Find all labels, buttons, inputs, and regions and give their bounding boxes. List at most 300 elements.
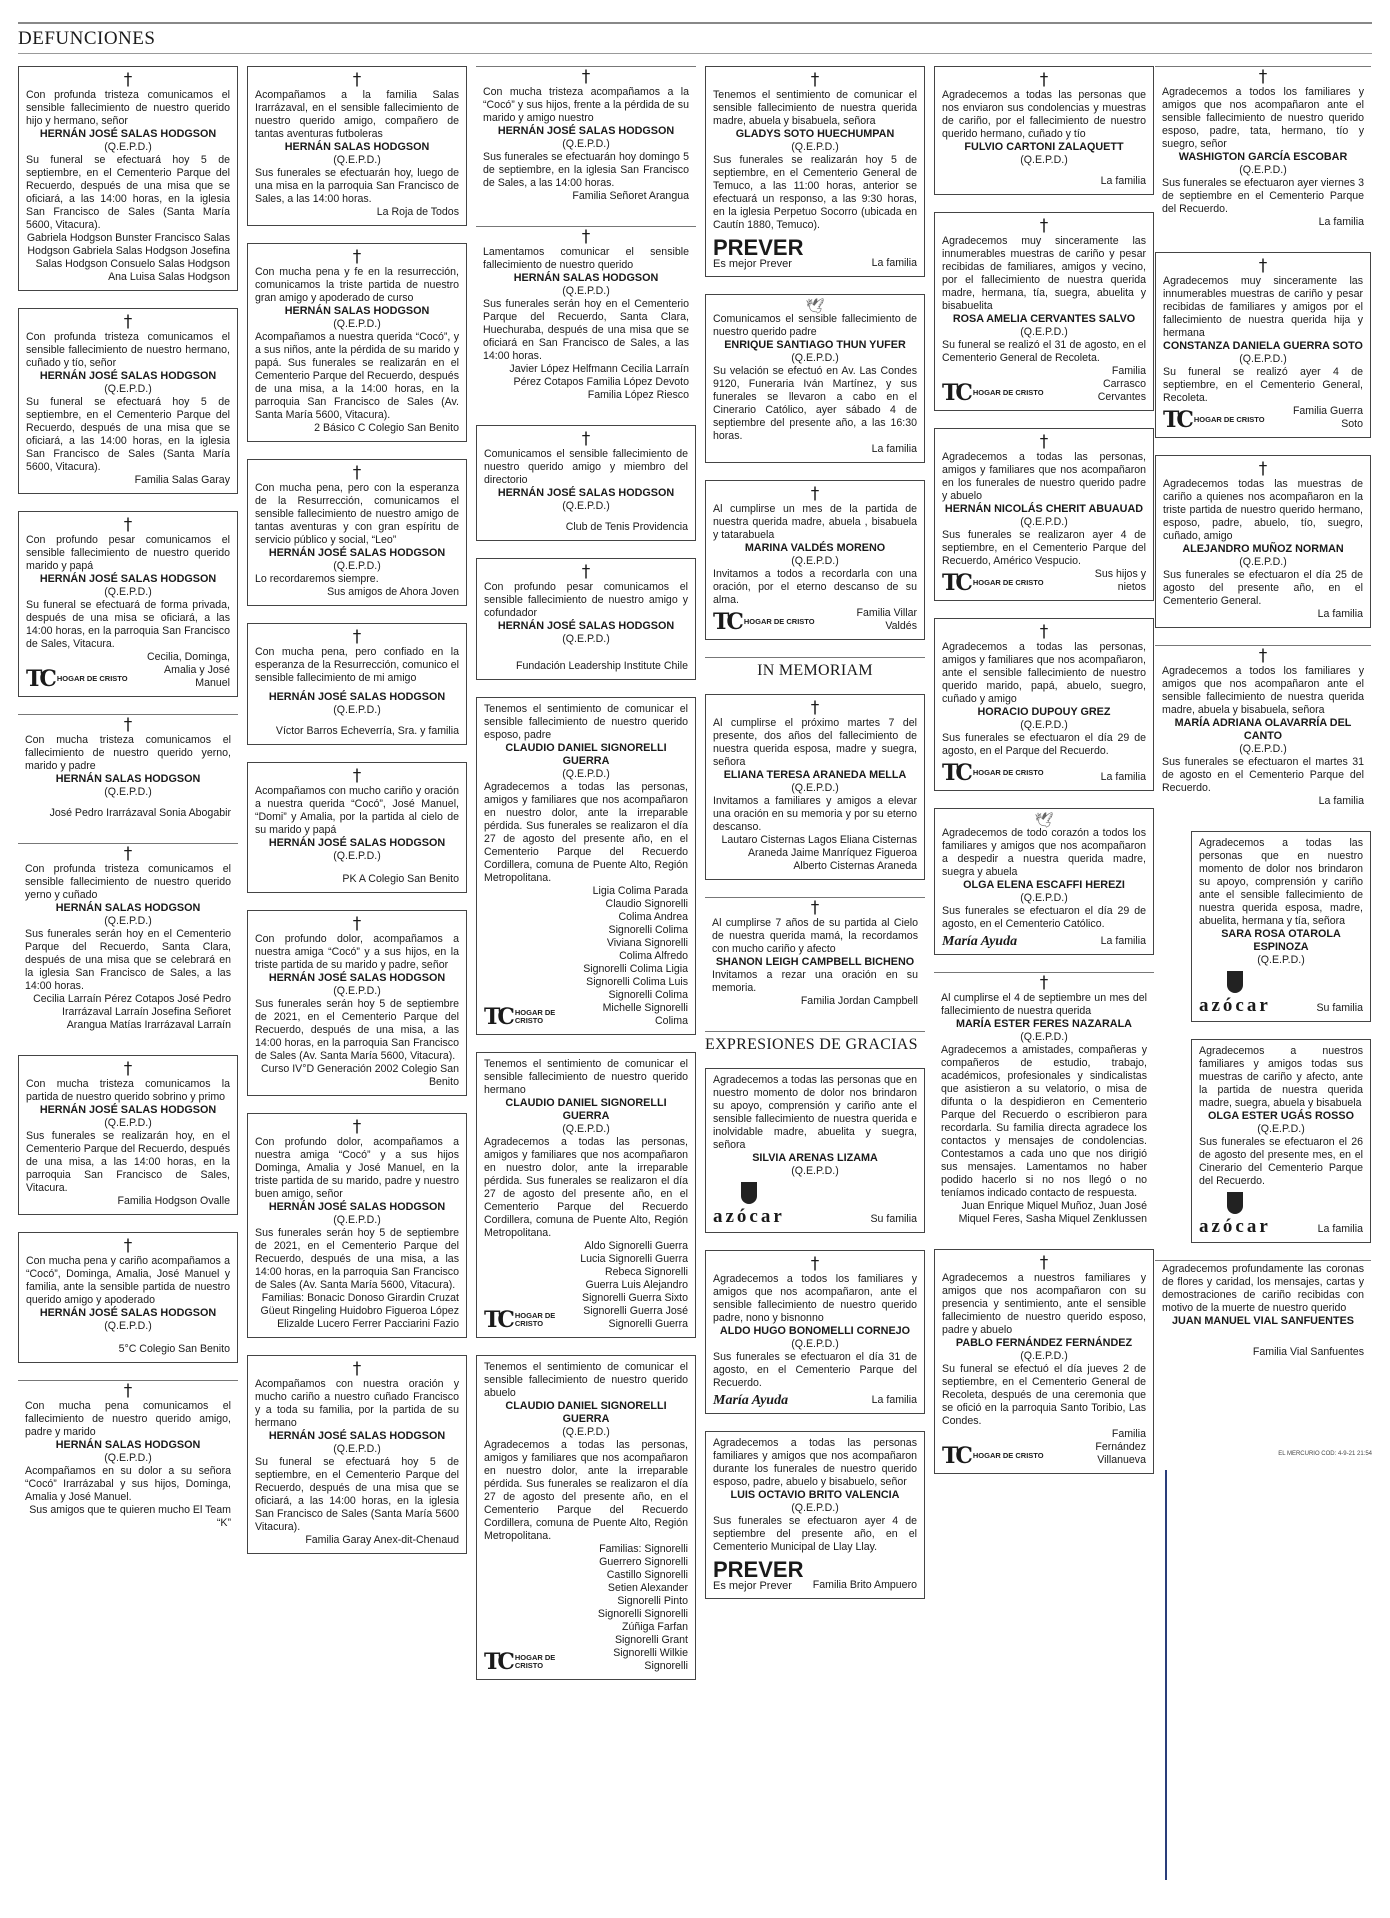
signatures: Gabriela Hodgson Bunster Francisco Salas Hodgson Gabriela Salas Hodgson Josefina Salas Hodgson Consuelo Salas Hodgson Ana Luisa Salas Hodgson (26, 232, 230, 283)
signatures: Sus amigos de Ahora Joven (327, 586, 459, 598)
notice-body: Agradecemos a amistades, compañeras y compañeros de estudio, trabajo, académicos, profesionales y sindicalistas que asistieron a su velatorio, o misa de difunta o la despidieron en Cementerio Parque del Recuerdo o escribieron para recordarla. Su familia directa agradece los contactos y mensajes de condolencias. Contestamos a cada uno que nos dirigió sus mensajes. Lamentamos no haber podido hacerlo si no nos llegó o no teníamos indicado contacto de respuesta. (941, 1044, 1147, 1199)
column-3 (476, 66, 696, 1697)
obituary-notice (18, 308, 238, 494)
notice-text: Al cumplirse el 4 de septiembre un mes del fallecimiento de nuestra querida (941, 992, 1147, 1017)
signatures: Familia Salas Garay (134, 474, 230, 486)
obituary-notice (18, 714, 238, 826)
cross-icon: † (352, 627, 362, 647)
thanks-notice (934, 212, 1154, 411)
cross-icon: † (1039, 973, 1049, 993)
notice-body: Sus funerales se efectuarán hoy domingo 5 de septiembre, en la iglesia San Francisco de Sales, a las 14:00 horas. (483, 151, 689, 189)
cross-icon: † (1258, 256, 1268, 276)
signatures: Su familia (1316, 1002, 1363, 1014)
qepd: (Q.E.P.D.) (562, 1123, 610, 1135)
thanks-notice (934, 972, 1154, 1232)
qepd: (Q.E.P.D.) (1020, 516, 1068, 528)
obituary-notice (18, 843, 238, 1038)
notice-text: Con profundo pesar comunicamos el sensible fallecimiento de nuestro amigo y cofundador (484, 581, 688, 619)
deceased-name: HERNÁN SALAS HODGSON (55, 773, 201, 785)
signatures: La familia (871, 1394, 917, 1406)
signatures: Familia Jordan Campbell (800, 995, 918, 1007)
cross-icon: † (810, 484, 820, 504)
notice-body: Sus funerales serán hoy en el Cementerio Parque del Recuerdo, Santa Clara, después de una misa que se celebrará en la iglesia San Francisco de Sales, a las 14:00 horas. (25, 928, 231, 992)
signatures: Familias: Signorelli Guerrero Signorelli Castillo Signorelli Setien Alexander Signorelli Pinto Signorelli Signorelli Zúñiga Farfan Signorelli Grant Signorelli Wilkie Signorelli (597, 1543, 688, 1672)
notice-body: Sus funerales se realizarán hoy 5 de septiembre, en el Cementerio General de Temuco, a las 11:00 horas, anterior se efectuará un responso, a las 9:30 horas, en la iglesia Perpetuo Socorro (ubicada en Cautín 1880, Temuco). (713, 154, 917, 231)
cross-icon: † (123, 312, 133, 332)
obituary-notice (247, 1113, 467, 1338)
signatures: La familia (1100, 935, 1146, 947)
notice-text: Agradecemos a nuestros familiares y amigos que nos acompañaron con su presencia y sentimiento, ante el sensible fallecimiento de nuestro querido esposo, padre y abuelo (942, 1272, 1146, 1336)
qepd: (Q.E.P.D.) (104, 1117, 152, 1129)
hogar-de-cristo-logo: TC HOGAR DE CRISTO (484, 1004, 556, 1030)
qepd: (Q.E.P.D.) (104, 1452, 152, 1464)
signatures: Familia Vial Sanfuentes (1252, 1346, 1364, 1358)
notice-text: Con mucha tristeza acompañamos a la “Cocó” y sus hijos, frente a la pérdida de su marido y amigo nuestro (483, 86, 689, 124)
notice-text: Con mucha tristeza comunicamos la partida de nuestro querido sobrino y primo (26, 1078, 230, 1103)
notice-body: Sus funerales se realizarán hoy, en el Cementerio Parque del Recuerdo, después de una misa, a las 14:00 horas, en la parroquia San Francisco de Sales, Vitacura. (26, 1130, 230, 1194)
notice-body: Sus funerales se efectuaron el 26 de agosto del presente mes, en el Cinerario del Cementerio Parque del Recuerdo. (1199, 1136, 1363, 1187)
hogar-de-cristo-logo: TC HOGAR DE CRISTO (942, 570, 1044, 596)
signatures: Familia Carrasco Cervantes (1097, 365, 1146, 403)
cross-icon: † (352, 70, 362, 90)
thanks-notice (1191, 1039, 1371, 1243)
deceased-name: HERNÁN JOSÉ SALAS HODGSON (497, 487, 675, 499)
notice-body: Su funeral se efectuará hoy 5 de septiembre, en el Cementerio Parque del Recuerdo, después de una misa que se oficiará, a las 14:00 horas, en la iglesia San Francisco de Sales (Santa María 5600, Vitacura). (26, 396, 230, 473)
hogar-de-cristo-logo: TC HOGAR DE CRISTO (942, 760, 1044, 786)
qepd: (Q.E.P.D.) (333, 318, 381, 330)
signatures: La Roja de Todos (376, 206, 459, 218)
cross-icon: † (1039, 70, 1049, 90)
memoriam-notice (705, 694, 925, 880)
deceased-name: HERNÁN JOSÉ SALAS HODGSON (39, 128, 217, 140)
obituary-notice (18, 1055, 238, 1215)
signatures: La familia (1318, 216, 1364, 228)
cross-icon: † (1039, 1253, 1049, 1273)
azocar-logo: azócar (1199, 971, 1271, 1015)
signatures: Sus amigos que te quieren mucho El Team “K” (29, 1504, 231, 1529)
thanks-notice (934, 66, 1154, 195)
dove-icon: 🕊 (1034, 812, 1054, 829)
notice-body: Agradecemos a todas las personas, amigos y familiares que nos acompañaron en nuestro dolor, ante la irreparable pérdida. Sus funerales se realizaron el día 27 de agosto del presente año, en el Cementerio Parque del Recuerdo Cordillera, comuna de Puente Alto, Región Metropolitana. (484, 1136, 688, 1239)
qepd: (Q.E.P.D.) (791, 555, 839, 567)
cross-icon: † (810, 898, 820, 918)
notice-text: Con profundo dolor, acompañamos a nuestra amiga “Cocó” y a sus hijos Dominga, Amalia y José Manuel, en la triste partida de su marido, padre y nuestro buen amigo, señor (255, 1136, 459, 1200)
notice-text: Con profunda tristeza comunicamos el sensible fallecimiento de nuestro querido yerno y cuñado (25, 863, 231, 901)
obituary-notice (247, 66, 467, 226)
notice-body: Su funeral se realizó el 31 de agosto, en el Cementerio General de Recoleta. (942, 339, 1146, 364)
maria-ayuda-logo: María Ayuda (942, 934, 1018, 949)
deceased-name: HERNÁN JOSÉ SALAS HODGSON (268, 1201, 446, 1213)
notice-body: Sus funerales se efectuaron el martes 31 de agosto en el Cementerio Parque del Recuerdo. (1162, 756, 1364, 794)
cross-icon: † (581, 227, 591, 247)
signatures: José Pedro Irarrázaval Sonia Abogabir (49, 807, 231, 819)
thanks-notice (705, 1068, 925, 1233)
deceased-name: MARÍA ESTER FERES NAZARALA (956, 1018, 1132, 1030)
deceased-name: ELIANA TERESA ARANEDA MELLA (723, 769, 907, 781)
obituary-notice (476, 226, 696, 408)
signatures: La familia (1100, 771, 1146, 783)
cross-icon: † (123, 844, 133, 864)
notice-text: Tenemos el sentimiento de comunicar el sensible fallecimiento de nuestra querida madre, abuela y bisabuela, señora (713, 89, 917, 127)
top-rule (18, 22, 1372, 24)
notice-text: Con mucha pena, pero confiado en la esperanza de la Resurrección, comunico el sensible fallecimiento de mi amigo (255, 646, 459, 684)
obituary-notice (18, 1380, 238, 1536)
qepd: (Q.E.P.D.) (104, 786, 152, 798)
notice-text: Comunicamos el sensible fallecimiento de nuestro querido amigo y miembro del directorio (484, 448, 688, 486)
deceased-name: HERNÁN JOSÉ SALAS HODGSON (497, 125, 675, 137)
cross-icon: † (352, 463, 362, 483)
qepd: (Q.E.P.D.) (104, 141, 152, 153)
deceased-name: ROSA AMELIA CERVANTES SALVO (952, 313, 1136, 325)
qepd: (Q.E.P.D.) (562, 285, 610, 297)
qepd: (Q.E.P.D.) (333, 985, 381, 997)
notice-text: Agradecemos a nuestros familiares y amigos todas sus muestras de cariño y afecto, ante la partida de nuestra querida madre, suegra, abuela y bisabuela (1199, 1045, 1363, 1109)
deceased-name: HERNÁN JOSÉ SALAS HODGSON (268, 837, 446, 849)
qepd: (Q.E.P.D.) (333, 704, 381, 716)
notice-text: Agradecemos a todas las personas que en nuestro momento de dolor nos brindaron su apoyo, comprensión y cariño ante el sensible fallecimiento de nuestra querida e inolvidable madre, abuelita y suegra, señora (713, 1074, 917, 1151)
qepd: (Q.E.P.D.) (333, 1443, 381, 1455)
notice-body: Sus funerales serán hoy 5 de septiembre de 2021, en el Cementerio Parque del Recuerdo, después de una misa, a las 14:00 horas, en la parroquia San Francisco de Sales (Av. Santa María 5600, Vitacura). (255, 1227, 459, 1291)
cross-icon: † (352, 1117, 362, 1137)
signatures: Club de Tenis Providencia (565, 521, 688, 533)
hogar-de-cristo-logo: TC HOGAR DE CRISTO (1163, 407, 1265, 433)
signatures: Juan Enrique Miquel Muñoz, Juan José Miquel Feres, Sasha Miquel Zenklussen (958, 1200, 1147, 1225)
notice-text: Comunicamos el sensible fallecimiento de nuestro querido padre (713, 313, 917, 338)
signatures: Lautaro Cisternas Lagos Eliana Cisternas Araneda Jaime Manríquez Figueroa Alberto Cisternas Araneda (721, 834, 917, 872)
hogar-de-cristo-logo: TC HOGAR DE CRISTO (26, 666, 128, 692)
qepd: (Q.E.P.D.) (1020, 326, 1068, 338)
notice-text: Con profundo pesar comunicamos el sensible fallecimiento de nuestro querido marido y papá (26, 534, 230, 572)
cross-icon: † (123, 515, 133, 535)
signatures: La familia (1318, 795, 1364, 807)
signatures: Familia Hodgson Ovalle (117, 1195, 230, 1207)
deceased-name: GLADYS SOTO HUECHUMPAN (735, 128, 895, 140)
deceased-name: HERNÁN NICOLÁS CHERIT ABUAUAD (944, 503, 1144, 515)
deceased-name: HERNÁN JOSÉ SALAS HODGSON (268, 1430, 446, 1442)
azocar-logo: azócar (1199, 1192, 1271, 1236)
signatures: Familias: Bonacic Donoso Girardin Cruzat Güeut Ringeling Huidobro Figueroa López Elizalde Lucero Ferrer Pacciarini Fazio (260, 1292, 459, 1330)
section-title: DEFUNCIONES (18, 28, 156, 49)
notice-text: Acompañamos a la familia Salas Irarrázaval, en el sensible fallecimiento de nuestro querido amigo, compañero de tantas aventuras futboleras (255, 89, 459, 140)
column-5 (934, 66, 1154, 1491)
qepd: (Q.E.P.D.) (562, 768, 610, 780)
cross-icon: † (352, 1359, 362, 1379)
notice-body: Invitamos a todos a recordarla con una oración, por el eterno descanso de su alma. (713, 568, 917, 606)
signatures: Familia Fernández Villanueva (1095, 1428, 1146, 1466)
qepd: (Q.E.P.D.) (1239, 353, 1287, 365)
notice-body: Sus funerales se efectuaron el día 25 de agosto del presente año, en el Cementerio General. (1163, 569, 1363, 607)
qepd: (Q.E.P.D.) (791, 352, 839, 364)
thanks-notice (934, 428, 1154, 601)
signatures: Cecilia, Dominga, Amalia y José Manuel (146, 651, 230, 689)
obituary-notice (476, 1355, 696, 1680)
cross-icon: † (1039, 216, 1049, 236)
signatures: Fundación Leadership Institute Chile (516, 660, 688, 672)
notice-text: Con profunda tristeza comunicamos el sensible fallecimiento de nuestro querido hijo y hermano, señor (26, 89, 230, 127)
qepd: (Q.E.P.D.) (791, 1165, 839, 1177)
signatures: Familia Guerra Soto (1292, 405, 1363, 430)
signatures: La familia (1317, 608, 1363, 620)
cross-icon: † (123, 1059, 133, 1079)
obituary-notice (247, 910, 467, 1096)
signatures: La familia (871, 257, 917, 269)
deceased-name: HERNÁN JOSÉ SALAS HODGSON (268, 547, 446, 559)
qepd: (Q.E.P.D.) (791, 782, 839, 794)
hogar-de-cristo-logo: TC HOGAR DE CRISTO (713, 609, 815, 635)
deceased-name: HERNÁN JOSÉ SALAS HODGSON (39, 573, 217, 585)
thanks-notice (705, 1431, 925, 1599)
deceased-name: SARA ROSA OTAROLA ESPINOZA (1221, 928, 1341, 953)
deceased-name: CLAUDIO DANIEL SIGNORELLI GUERRA (505, 742, 667, 767)
hogar-de-cristo-logo: TC HOGAR DE CRISTO (484, 1307, 556, 1333)
qepd: (Q.E.P.D.) (791, 1338, 839, 1350)
hogar-de-cristo-logo: TC HOGAR DE CRISTO (942, 1443, 1044, 1469)
azocar-logo: azócar (713, 1182, 785, 1226)
notice-body: Sus funerales se realizaron ayer 4 de septiembre, en el Cementerio Parque del Recuerdo, Américo Vespucio. (942, 529, 1146, 567)
notice-text: Agradecemos de todo corazón a todos los familiares y amigos que nos acompañaron a despedir a nuestra querida madre, suegra y abuela (942, 827, 1146, 878)
notice-text: Agradecemos a todas las personas que nos enviaron sus condolencias y muestras de cariño, por el fallecimiento de nuestro querido hermano, cuñado y tío (942, 89, 1146, 140)
notice-body: Sus funerales se efectuaron el día 29 de agosto, en el Cementerio Católico. (942, 905, 1146, 930)
deceased-name: CLAUDIO DANIEL SIGNORELLI GUERRA (505, 1097, 667, 1122)
notice-text: Agradecemos a todas las personas, amigos y familiares que nos acompañaron en los funerales de nuestro querido padre y abuelo (942, 451, 1146, 502)
deceased-name: ALDO HUGO BONOMELLI CORNEJO (719, 1325, 911, 1337)
thanks-notice (1155, 455, 1371, 628)
qepd: (Q.E.P.D.) (104, 586, 152, 598)
notice-text: Agradecemos todas las muestras de cariño a quienes nos acompañaron en la triste partida de nuestro querido hermano, esposo, padre, abuelo, tío, suegro, cuñado, amigo (1163, 478, 1363, 542)
notice-text: Al cumplirse 7 años de su partida al Cielo de nuestra querida mamá, la recordamos con mucho cariño y afecto (712, 917, 918, 955)
notice-text: Con profunda tristeza comunicamos el sensible fallecimiento de nuestro hermano, cuñado y tío, señor (26, 331, 230, 369)
expresiones-de-gracias-heading: EXPRESIONES DE GRACIAS (705, 1031, 925, 1060)
qepd: (Q.E.P.D.) (791, 1502, 839, 1514)
thanks-notice (1155, 252, 1371, 438)
deceased-name: HERNÁN JOSÉ SALAS HODGSON (39, 370, 217, 382)
deceased-name: PABLO FERNÁNDEZ FERNÁNDEZ (955, 1337, 1133, 1349)
notice-body: Invitamos a rezar una oración en su memoria. (712, 969, 918, 994)
column-2 (247, 66, 467, 1571)
notice-text: Con mucha pena comunicamos el fallecimiento de nuestro querido amigo, padre y marido (25, 1400, 231, 1438)
qepd: (Q.E.P.D.) (333, 154, 381, 166)
notice-body: Su funeral se efectuará hoy 5 de septiembre, en el Cementerio Parque del Recuerdo, después de una misa que se oficiará, a las 14:00 horas, en la iglesia San Francisco de Sales (Santa María 5600 Vitacura). (255, 1456, 459, 1533)
cross-icon: † (1039, 622, 1049, 642)
qepd: (Q.E.P.D.) (1239, 164, 1287, 176)
notice-text: Con mucha pena y fe en la resurrección, comunicamos la triste partida de nuestro gran amigo y apoderado de curso (255, 266, 459, 304)
cross-icon: † (810, 1254, 820, 1274)
cross-icon: † (123, 1381, 133, 1401)
notice-text: Tenemos el sentimiento de comunicar el sensible fallecimiento de nuestro querido esposo, padre (484, 703, 688, 741)
cross-icon: † (1258, 67, 1268, 87)
thanks-notice (1155, 1260, 1371, 1365)
notice-text: Agradecemos a todas las personas familiares y amigos que nos acompañaron durante los funerales de nuestro querido esposo, padre, abuelo y bisabuelo, señor (713, 1437, 917, 1488)
thanks-notice (1155, 66, 1371, 235)
thanks-notice (934, 618, 1154, 791)
qepd: (Q.E.P.D.) (1257, 954, 1305, 966)
deceased-name: MARINA VALDÉS MORENO (744, 542, 886, 554)
in-memoriam-heading: IN MEMORIAM (705, 657, 925, 686)
notice-body: Invitamos a familiares y amigos a elevar una oración en su memoria y por su eterno descanso. (713, 795, 917, 833)
column-4 (705, 66, 925, 1616)
deceased-name: HERNÁN JOSÉ SALAS HODGSON (268, 691, 446, 703)
hogar-de-cristo-logo: TC HOGAR DE CRISTO (484, 1649, 556, 1675)
obituary-notice (705, 294, 925, 463)
signatures: La familia (1317, 1223, 1363, 1235)
deceased-name: WASHIGTON GARCÍA ESCOBAR (1178, 151, 1348, 163)
signatures: La familia (1100, 175, 1146, 187)
column-6 (1155, 66, 1371, 1382)
qepd: (Q.E.P.D.) (1257, 1123, 1305, 1135)
qepd: (Q.E.P.D.) (791, 141, 839, 153)
notice-body: Agradecemos a todas las personas, amigos y familiares que nos acompañaron en nuestro dolor, ante la irreparable pérdida. Sus funerales se realizaron el día 27 de agosto del presente año, en el Cementerio Parque del Recuerdo Cordillera, comuna de Puente Alto, Región Metropolitana. (484, 1439, 688, 1542)
deceased-name: HERNÁN JOSÉ SALAS HODGSON (39, 1307, 217, 1319)
cross-icon: † (123, 715, 133, 735)
notice-text: Agradecemos a todos los familiares y amigos que nos acompañaron ante el sensible fallecimiento de nuestra querida madre, abuela y bisabuela, señora (1162, 665, 1364, 716)
signatures: Javier López Helfmann Cecilia Larraín Pérez Cotapos Familia López Devoto Familia López Riesco (509, 363, 689, 401)
notice-body: Agradecemos a todas las personas, amigos y familiares que nos acompañaron en nuestro dolor, ante la irreparable pérdida. Sus funerales se realizaron el día 27 de agosto del presente año, en el Cementerio Parque del Recuerdo Cordillera, comuna de Puente Alto, Región Metropolitana. (484, 781, 688, 884)
notice-text: Agradecemos a todos los familiares y amigos que nos acompañaron, ante el sensible fallecimiento de nuestro querido padre, nono y bisnonno (713, 1273, 917, 1324)
qepd: (Q.E.P.D.) (104, 383, 152, 395)
deceased-name: HERNÁN JOSÉ SALAS HODGSON (39, 1104, 217, 1116)
signatures: Familia Brito Ampuero (812, 1579, 917, 1591)
thanks-notice (705, 1250, 925, 1414)
cross-icon: † (1258, 459, 1268, 479)
section-rule (18, 53, 1372, 54)
signatures: 5°C Colegio San Benito (118, 1343, 230, 1355)
notice-body: Lo recordaremos siempre. (255, 573, 379, 585)
deceased-name: OLGA ELENA ESCAFFI HEREZI (963, 879, 1125, 891)
notice-body: Acompañamos a nuestra querida “Cocó”, y a sus niños, ante la pérdida de su marido y papá. Sus funerales se realizarán en el Cementerio Parque del Recuerdo, después de una misa, a la 14:00 horas, en la parroquia San Francisco de Sales (Av. Santa María 5600, Vitacura). (255, 331, 459, 421)
notice-text: Con profundo dolor, acompañamos a nuestra amiga “Cocó” y a sus hijos, en la triste partida de su marido y padre, señor (255, 933, 459, 971)
obituary-notice (18, 66, 238, 291)
notice-text: Con mucha pena y cariño acompañamos a “Cocó”, Dominga, Amalia, José Manuel y familia, ante la sensible partida de nuestro querido amigo y apoderado (26, 1255, 230, 1306)
qepd: (Q.E.P.D.) (333, 560, 381, 572)
notice-body: Sus funerales serán hoy en el Cementerio Parque del Recuerdo, Santa Clara, Huechuraba, después de una misa que se oficiará en San Francisco de Sales, a las 14:00 horas. (483, 298, 689, 362)
notice-text: Agradecemos profundamente las coronas de flores y caridad, los mensajes, cartas y demostraciones de cariño recibidas con motivo de la muerte de nuestro querido (1162, 1263, 1364, 1314)
notice-body: Acompañamos en su dolor a su señora “Cocó” Irarrázabal y sus hijos, Dominga, Amalia y José Manuel. (25, 1465, 231, 1503)
notice-body: Sus funerales se efectuaron ayer 4 de septiembre del presente año, en el Cementerio Municipal de Llay Llay. (713, 1515, 917, 1553)
deceased-name: OLGA ESTER UGÁS ROSSO (1208, 1110, 1354, 1122)
deceased-name: MARÍA ADRIANA OLAVARRÍA DEL CANTO (1174, 717, 1352, 742)
signatures: Familia Villar Valdés (856, 607, 917, 632)
cross-icon: † (581, 429, 591, 449)
obituary-notice (247, 243, 467, 442)
cross-icon: † (352, 914, 362, 934)
qepd: (Q.E.P.D.) (562, 500, 610, 512)
qepd: (Q.E.P.D.) (333, 850, 381, 862)
notice-body: Sus funerales se efectuaron ayer viernes 3 de septiembre en el Cementerio Parque del Recuerdo. (1162, 177, 1364, 215)
cross-icon: † (123, 70, 133, 90)
qepd: (Q.E.P.D.) (562, 1426, 610, 1438)
notice-text: Al cumplirse el próximo martes 7 del presente, dos años del fallecimiento de nuestra querida esposa, madre y suegra, señora (713, 717, 917, 768)
signatures: Cecilia Larraín Pérez Cotapos José Pedro Irarrázaval Larraín Josefina Señoret Arangua Matías Irarrázaval Larraín (33, 993, 231, 1031)
notice-body: Su velación se efectuó en Av. Las Condes 9120, Funeraria Iván Martínez, y sus funerales se llevaron a cabo en el Cinerario Católico, ayer sábado 4 de septiembre del presente año, a las 16:30 horas. (713, 365, 917, 442)
deceased-name: HERNÁN SALAS HODGSON (55, 1439, 201, 1451)
signatures: La familia (871, 443, 917, 455)
notice-body: Sus funerales se efectuaron el día 29 de agosto, en el Parque del Recuerdo. (942, 732, 1146, 757)
signatures: Familia Señoret Arangua (572, 190, 689, 202)
notice-text: Al cumplirse un mes de la partida de nuestra querida madre, abuela , bisabuela y tatarabuela (713, 503, 917, 541)
thanks-notice (1191, 831, 1371, 1022)
deceased-name: HORACIO DUPOUY GREZ (977, 706, 1111, 718)
cross-icon: † (352, 247, 362, 267)
thanks-notice (934, 808, 1154, 955)
blue-margin-line (1165, 1470, 1167, 1880)
deceased-name: HERNÁN SALAS HODGSON (513, 272, 659, 284)
qepd: (Q.E.P.D.) (1239, 743, 1287, 755)
obituary-notice (476, 697, 696, 1035)
obituary-notice (476, 558, 696, 680)
obituary-notice (247, 1355, 467, 1554)
signatures: Ligia Colima Parada Claudio Signorelli Colima Andrea Signorelli Colima Viviana Signorelli Colima Alfredo Signorelli Colima Ligia Signorelli Colima Luis Signorelli Colima Michelle Signorelli Colima (583, 885, 688, 1027)
notice-body: Su funeral se efectuará de forma privada, después de una misa se oficiará, a las 14:00 horas, en la parroquia San Francisco de Sales, Vitacura. (26, 599, 230, 650)
dove-icon: 🕊 (805, 298, 825, 315)
notice-text: Tenemos el sentimiento de comunicar el sensible fallecimiento de nuestro querido hermano (484, 1058, 688, 1096)
deceased-name: SILVIA ARENAS LIZAMA (752, 1152, 878, 1164)
signatures: Curso IV°D Generación 2002 Colegio San Benito (261, 1063, 459, 1088)
obituary-notice (247, 762, 467, 893)
deceased-name: LUIS OCTAVIO BRITO VALENCIA (730, 1489, 900, 1501)
notice-body: Sus funerales se efectuarán hoy, luego de una misa en la parroquia San Francisco de Sales, a las 14:00 horas. (255, 167, 459, 205)
footer-code: EL MERCURIO COD: 4-9-21 21:54 (1278, 1451, 1372, 1457)
signatures: Víctor Barros Echeverría, Sra. y familia (275, 725, 459, 737)
signatures: Sus hijos y nietos (1094, 568, 1146, 593)
qepd: (Q.E.P.D.) (1020, 892, 1068, 904)
notice-text: Agradecemos muy sinceramente las innumerables muestras de cariño y pesar recibidas de familiares y amigos por el fallecimiento de nuestra querida hija y hermana (1163, 275, 1363, 339)
cross-icon: † (810, 70, 820, 90)
qepd: (Q.E.P.D.) (104, 915, 152, 927)
signatures: Familia Garay Anex-dit-Chenaud (305, 1534, 459, 1546)
qepd: (Q.E.P.D.) (562, 138, 610, 150)
deceased-name: HERNÁN SALAS HODGSON (284, 141, 430, 153)
notice-body: Su funeral se realizó ayer 4 de septiembre, en el Cementerio General, Recoleta. (1163, 366, 1363, 404)
signatures: Su familia (870, 1213, 917, 1225)
obituary-notice (18, 511, 238, 697)
cross-icon: † (810, 698, 820, 718)
notice-text: Agradecemos muy sinceramente las innumerables muestras de cariño y pesar recibidas de familiares, amigos y vecino, por el fallecimiento de nuestra querida madre, hermana, tía, suegra, abuelita y bisabuelita (942, 235, 1146, 312)
deceased-name: FULVIO CARTONI ZALAQUETT (964, 141, 1124, 153)
cross-icon: † (352, 766, 362, 786)
deceased-name: CONSTANZA DANIELA GUERRA SOTO (1163, 340, 1363, 352)
notice-text: Agradecemos a todas las personas que en nuestro momento de dolor nos brindaron su apoyo, comprensión y cariño ante el sensible fallecimiento de nuestra querida esposa, madre, abuelita, hermana y tía, señora (1199, 837, 1363, 927)
notice-body: Su funeral se efectuó el día jueves 2 de septiembre, en el Cementerio General de Recoleta, después de una ceremonia que se ofició en la parroquia Santo Toribio, Las Condes. (942, 1363, 1146, 1427)
notice-text: Acompañamos con mucho cariño y oración a nuestra querida “Cocó”, José Manuel, “Domi” y Amalia, por la partida al cielo de su marido y papá (255, 785, 459, 836)
obituary-notice (476, 66, 696, 209)
deceased-name: JUAN MANUEL VIAL SANFUENTES (1172, 1315, 1354, 1327)
notice-body: Sus funerales serán hoy 5 de septiembre de 2021, en el Cementerio Parque del Recuerdo, después de una misa, a las 14:00 horas, en la parroquia San Francisco de Sales (Av. Santa María 5600, Vitacura). (255, 998, 459, 1062)
qepd: (Q.E.P.D.) (562, 633, 610, 645)
obituary-notice (247, 459, 467, 606)
thanks-notice (934, 1249, 1154, 1474)
notice-text: Agradecemos a todos los familiares y amigos que nos acompañaron ante el sensible fallecimiento de nuestro querido esposo, padre, tata, hermano, tío y suegro, señor (1162, 86, 1364, 150)
qepd: (Q.E.P.D.) (1020, 154, 1068, 166)
cross-icon: † (1258, 646, 1268, 666)
notice-text: Acompañamos con nuestra oración y mucho cariño a nuestro cuñado Francisco y a toda su familia, por la partida de su hermano (255, 1378, 459, 1429)
deceased-name: HERNÁN SALAS HODGSON (284, 305, 430, 317)
obituary-notice (18, 1232, 238, 1363)
deceased-name: HERNÁN JOSÉ SALAS HODGSON (497, 620, 675, 632)
hogar-de-cristo-logo: TC HOGAR DE CRISTO (942, 380, 1044, 406)
notice-text: Lamentamos comunicar el sensible fallecimiento de nuestro querido (483, 246, 689, 271)
deceased-name: HERNÁN JOSÉ SALAS HODGSON (268, 972, 446, 984)
obituary-notice (476, 425, 696, 541)
cross-icon: † (581, 562, 591, 582)
deceased-name: SHANON LEIGH CAMPBELL BICHENO (715, 956, 915, 968)
cross-icon: † (123, 1236, 133, 1256)
obituary-notice (247, 623, 467, 745)
qepd: (Q.E.P.D.) (1020, 719, 1068, 731)
obituary-notice (705, 66, 925, 277)
notice-text: Con mucha pena, pero con la esperanza de la Resurrección, comunicamos el sensible fallecimiento de nuestro amigo de tantas aventuras y con gran espíritu de servicio público y social, “Leo” (255, 482, 459, 546)
deceased-name: HERNÁN SALAS HODGSON (55, 902, 201, 914)
column-1 (18, 66, 238, 1553)
